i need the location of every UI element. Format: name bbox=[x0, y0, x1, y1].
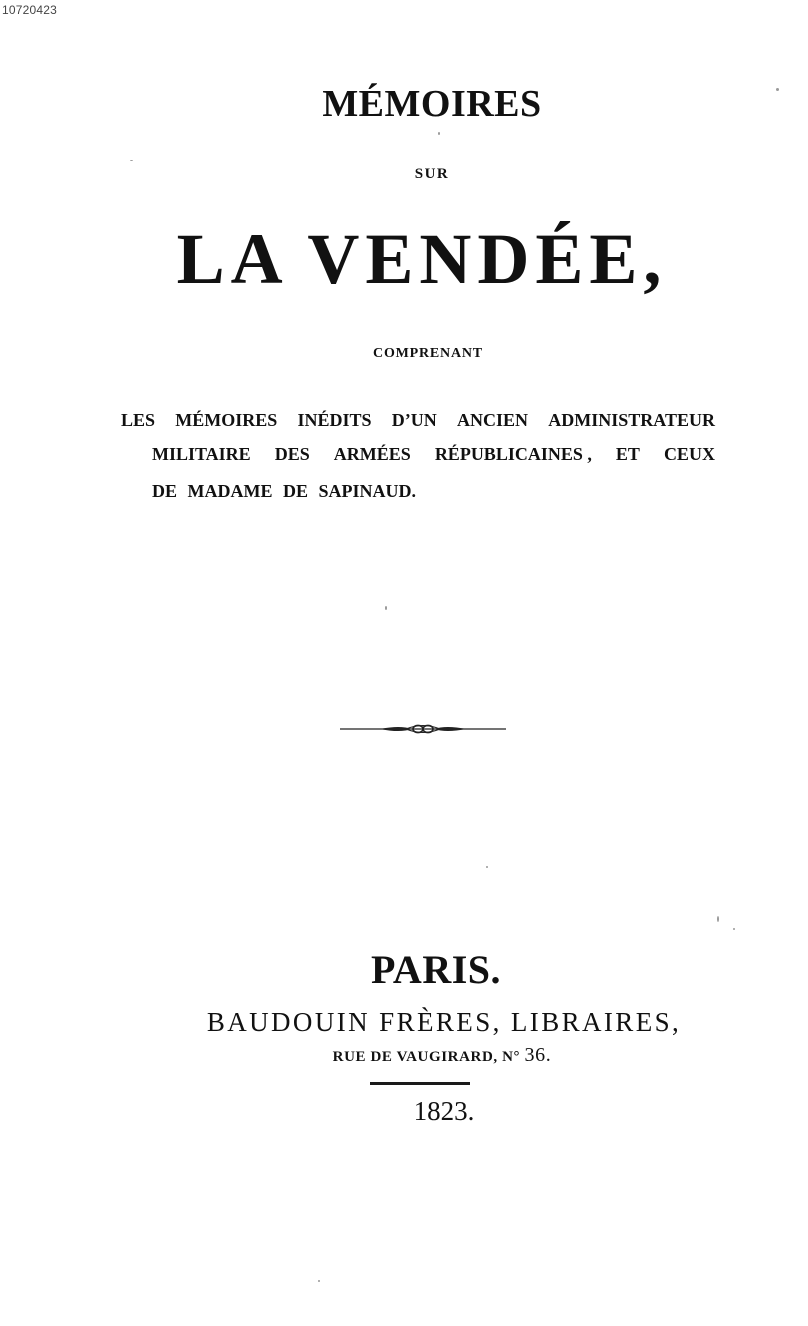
paper-speck bbox=[733, 928, 735, 930]
subtitle-word: D’UN bbox=[391, 410, 437, 430]
subtitle-word: INÉDITS bbox=[297, 410, 372, 430]
imprint-address-number: 36. bbox=[524, 1044, 552, 1066]
subtitle-line-3: DE MADAME DE SAPINAUD. bbox=[152, 481, 416, 501]
subtitle-word: MÉMOIRES bbox=[175, 410, 278, 430]
ornament-divider-icon bbox=[340, 720, 506, 738]
imprint-city: PARIS. bbox=[370, 947, 502, 992]
title-line-memoires: MÉMOIRES bbox=[322, 83, 542, 125]
subtitle-word: ANCIEN bbox=[457, 410, 529, 430]
imprint-publisher: BAUDOUIN FRÈRES, LIBRAIRES, bbox=[206, 1007, 682, 1037]
subtitle-word: ARMÉES bbox=[333, 444, 411, 464]
subtitle-word: DES bbox=[274, 444, 310, 464]
imprint-address bbox=[0, 1044, 808, 1067]
subtitle-line-1 bbox=[121, 410, 715, 431]
paper-speck bbox=[130, 160, 133, 161]
title-line-la-vendee: LA VENDÉE, bbox=[176, 219, 668, 299]
paper-speck bbox=[486, 866, 488, 868]
subtitle-word: RÉPUBLICAINES , bbox=[434, 444, 592, 464]
subtitle-word: CEUX bbox=[663, 444, 715, 464]
paper-speck bbox=[717, 916, 719, 922]
subtitle-intro: COMPRENANT bbox=[373, 346, 483, 361]
paper-speck bbox=[385, 606, 387, 610]
paper-speck bbox=[776, 88, 779, 91]
imprint-address-street: RUE DE VAUGIRARD, N° bbox=[332, 1049, 525, 1065]
subtitle-word: ADMINISTRATEUR bbox=[548, 410, 715, 430]
subtitle-word: MILITAIRE bbox=[152, 444, 251, 464]
subtitle-word: ET bbox=[615, 444, 640, 464]
scan-identifier: 10720423 bbox=[2, 3, 57, 17]
subtitle-word: LES bbox=[121, 410, 156, 430]
subtitle-line-2 bbox=[152, 444, 715, 465]
paper-speck bbox=[318, 1280, 320, 1282]
imprint-year: 1823. bbox=[413, 1096, 475, 1126]
imprint-rule bbox=[370, 1082, 470, 1085]
paper-speck bbox=[438, 132, 440, 135]
title-line-sur: SUR bbox=[414, 166, 450, 182]
